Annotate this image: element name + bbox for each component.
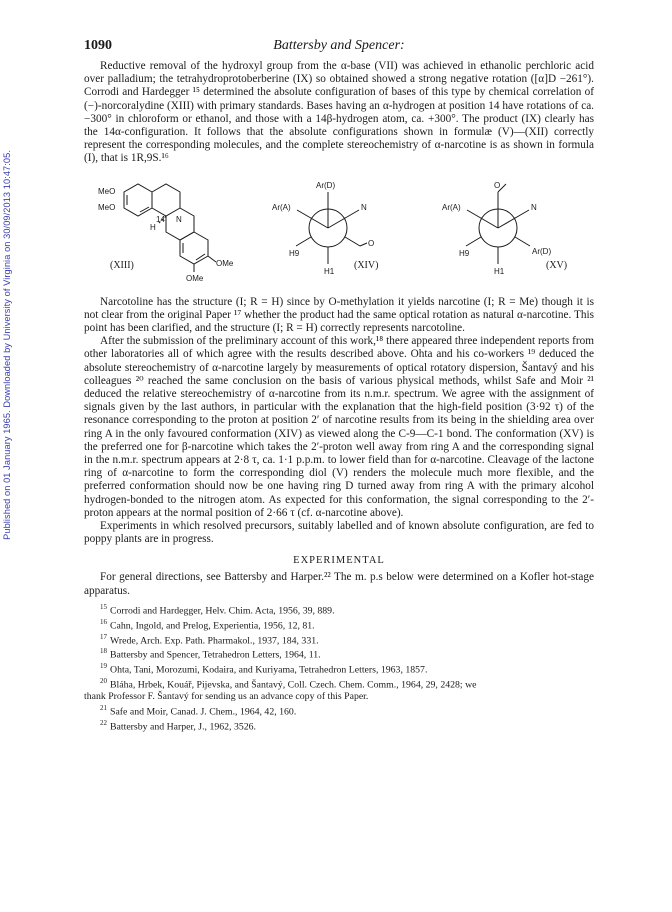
structure-figure	[84, 170, 594, 292]
ar-d-label-xv: Ar(D)	[532, 246, 552, 256]
position-14-label: 14	[156, 214, 165, 224]
reference-item: $^{22}$ Battersby and Harper, J., 1962, 3526.	[100, 718, 256, 732]
page-header	[84, 38, 594, 54]
ar-a-label: Ar(A)	[272, 202, 291, 212]
reference-item: $^{18}$ Battersby and Spencer, Tetrahedron Letters, 1964, 11.	[100, 647, 321, 661]
reference-item: $^{17}$ Wrede, Arch. Exp. Path. Pharmakol., 1937, 184, 331.	[100, 632, 319, 646]
paragraph-5: For general directions, see Battersby and Harper.²² The m. p.s below were determined on a Kofler hot-stage apparatus.	[84, 571, 594, 597]
page	[84, 38, 594, 732]
running-title: Battersby and Spencer:	[273, 38, 405, 53]
reference-item: $^{15}$ Corrodi and Hardegger, Helv. Chim. Acta, 1956, 39, 889.	[100, 602, 335, 617]
reference-continuation: thank Professor F. Šantavý for sending us an advance copy of this Paper.	[84, 691, 369, 703]
n-atom-label: N	[176, 214, 182, 224]
ar-d-label: Ar(D)	[316, 180, 336, 190]
section-title: EXPERIMENTAL	[293, 555, 385, 567]
page-number: 1090	[84, 38, 112, 53]
references-list	[84, 602, 594, 732]
caption-xiv: (XIV)	[354, 259, 379, 271]
meo-label-1: MeO	[98, 186, 116, 196]
reference-item: $^{21}$ Safe and Moir, Canad. J. Chem., 1964, 42, 160.	[100, 703, 297, 717]
chemical-structures	[84, 170, 594, 292]
h9-label-xiv: H9	[289, 248, 300, 258]
caption-xiii: (XIII)	[110, 259, 134, 271]
ome-right-label: OMe	[216, 258, 234, 268]
paragraph-4: Experiments in which resolved precursors, suitably labelled and of known absolute configuration, are fed to poppy plants are in progress.	[84, 520, 594, 546]
reference-item: $^{19}$ Ohta, Tani, Morozumi, Kodaira, and Kuriyama, Tetrahedron Letters, 1963, 1857.	[100, 662, 428, 676]
paragraph-2: Narcotoline has the structure (I; R = H) since by O-methylation it yields narcotine (I; R = Me) though it is not clear from the original Paper ¹⁷ whether the product had the same optical rotation as natural α-narcotine. This point has been clarified, and the structure (I; R = H) correctly represents narcotoline.	[84, 295, 594, 335]
n-label-xiv: N	[361, 202, 367, 212]
caption-xv: (XV)	[546, 259, 568, 271]
paragraph-3: After the submission of the preliminary account of this work,¹⁸ there appeared three independent reports from other laboratories all of which agree with the results described above. Ohta and his co-workers ¹⁹ deduced the absolute stereochemistry of α-narcotine largely by measurements of optical rotatory dispersion, Šantavý and his colleagues ²⁰ reached the same conclusion on the basis of various physical methods, whilst Safe and Moir ²¹ deduced the relative stereochemistry of α-narcotine from its n.m.r. spectrum. We agree with the assignment of signals given by the last authors, in particular with the explanation that the high-field position (3·92 τ) of the resonance corresponding to the proton at position 2′ of narcotine results from its being in the shielding area over ring A in the only favoured conformation (XIV) as viewed along the C-9—C-1 bond. The conformation (XV) is the preferred one for β-narcotine which takes the 2′-proton well away from ring A and the corresponding signal in the n.m.r. spectrum appears at 2·8 τ, ca. 1·1 p.p.m. to lower field than for α-narcotine. Cleavage of the lactone ring of α-narcotine to form the corresponding diol (V) renders the molecule much more flexible, and the preferred conformation should now be one having ring D turned away from ring A with the primary alcohol hydrogen-bonded to the nitrogen atom. As expected for this conformation, the signal corresponding to the 2′-proton appears at the normal position of 2·66 τ (cf. α-narcotine above).	[84, 335, 594, 519]
ar-a-label-xv: Ar(A)	[442, 202, 461, 212]
h-atom-label: H	[150, 222, 156, 232]
n-label-xv: N	[531, 202, 537, 212]
h9-label-xv: H9	[459, 248, 470, 258]
h1-label-xv: H1	[494, 266, 505, 276]
meo-label-2: MeO	[98, 202, 116, 212]
reference-item: $^{16}$ Cahn, Ingold, and Prelog, Experientia, 1956, 12, 81.	[100, 617, 315, 632]
ring-a-xiii	[124, 184, 152, 216]
o-label-xiv: O	[368, 238, 375, 248]
o-label-xv: O	[494, 180, 501, 190]
download-watermark: Published on 01 January 1965. Downloaded by University of Virginia on 30/09/2013 10:47:05.	[2, 150, 12, 540]
h1-label-xiv: H1	[324, 266, 335, 276]
reference-item: $^{20}$ Bláha, Hrbek, Kouář, Pijevska, and Šantavý, Coll. Czech. Chem. Comm., 1964, 29, 2428; we	[100, 677, 477, 691]
ome-bottom-label: OMe	[186, 273, 204, 283]
paragraph-1: Reductive removal of the hydroxyl group from the α-base (VII) was achieved in ethanolic perchloric acid over palladium; the tetrahydroprotoberberine (IX) so obtained showed a strong negative rotation ([α]D −261°). Corrodi and Hardegger ¹⁵ determined the absolute configuration of bases of this type by chemical correlation of (−)-norcoralydine (XIII) with primary standards. Bases having an α-hydrogen at position 14 have rotations of ca. −300° in chloroform or ethanol, and those with a 14β-hydrogen atom, ca. +300°. The product (IX) clearly has the 14α-configuration. It follows that the absolute configurations shown in formulæ (V)—(XII) correctly represent the corresponding molecules, and the complete stereochemistry of α-narcotine is as shown in formula (I), that is 1R,9S.¹⁶	[84, 60, 594, 165]
ring-d-xiii	[180, 232, 208, 264]
